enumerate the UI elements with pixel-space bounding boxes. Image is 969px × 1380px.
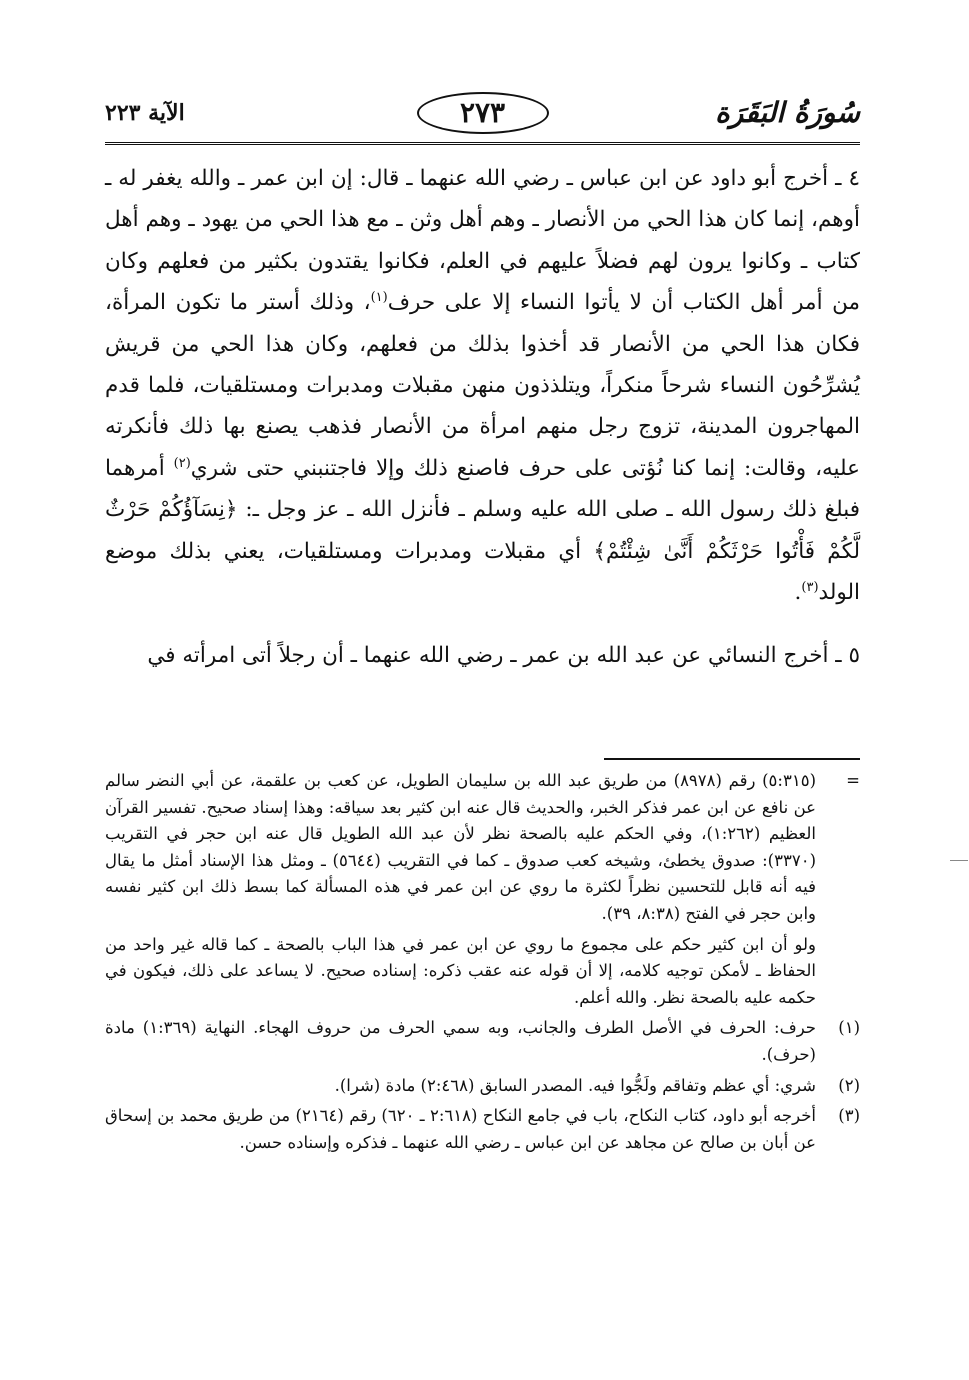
margin-mark — [950, 860, 968, 861]
footnote-ref-3: (٣) — [801, 579, 819, 595]
footnote-3-text: أخرجه أبو داود، كتاب النكاح، باب في جامع النكاح (٢:٦١٨ ـ ٦٢٠) رقم (٢١٦٤) من طريق محمد بن إسحاق عن أبان بن صالح عن مجاهد عن ابن عباس ـ رضي الله عنهما ـ فذكره وإسناده حسن. — [105, 1106, 817, 1152]
paragraph-4-part-2: ، وذلك أستر ما تكون المرأة، فكان هذا الحي من الأنصار قد أخذوا بذلك من فعلهم، وكان هذا الحي من قريش يُشرِّحُون النساء شرحاً منكراً، ويتلذذون منهن مقبلات ومدبرات ومستلقيات، فلما قدم المهاجرون المدينة، تزوج رجل منهم امرأة من الأنصار فذهب يصنع بها ذلك فأنكرته عليه، وقالت: إنما كنا نُؤتى على حرف فاصنع ذلك وإلا فاجتنبني حتى شري — [105, 290, 860, 481]
footnote-continuation — [105, 768, 860, 928]
paragraph-5: ٥ ـ أخرج النسائي عن عبد الله بن عمر ـ رضي الله عنهما ـ أن رجلاً أتى امرأته في — [147, 643, 860, 669]
footnote-1-mark: (١) — [838, 1018, 860, 1038]
continuation-mark: = — [846, 771, 860, 790]
continuation-text-2: ولو أن ابن كثير حكم على مجموع ما روي عن ابن عمر في هذا الباب بالصحة ـ كما قاله غير واحد من الحفاظ ـ لأمكن توجيه كلامه، إلا أن قوله عنه عقب ذكره: إسناده صحيح. لا يساعد على ذلك، فيكون في حكمه عليه بالصحة نظر. والله أعلم. — [105, 934, 816, 1007]
paragraph-4-part-1: ٤ ـ أخرج أبو داود عن ابن عباس ـ رضي الله عنهما ـ قال: إن ابن عمر ـ والله يغفر له ـ أوهم، إنما كان هذا الحي من الأنصار ـ وهم أهل وثن ـ مع هذا الحي من يهود ـ وهم أهل كتاب ـ وكانوا يرون لهم فضلاً عليهم في العلم، فكانوا يقتدون بكثير من فعلهم وكان من أمر أهل الكتاب أن لا يأتوا النساء إلا على حرف — [105, 166, 860, 316]
page-header — [105, 92, 860, 138]
paragraph-4-part-3: أمرهما فبلغ ذلك رسول الله ـ صلى الله عليه وسلم ـ فأنزل الله ـ عز وجل ـ: ﴿نِسَآؤُكُمْ حَرْثٌ لَّكُمْ فَأْتُوا حَرْثَكُمْ أَنَّىٰ شِئْتُمْ﴾ أي مقبلات ومدبرات ومستلقيات، يعني بذلك موضع الولد — [105, 455, 860, 606]
footnote-1-text: حرف: الحرف في الأصل الطرف والجانب، وبه سمي الحرف من حروف الهجاء. النهاية (١:٣٦٩) مادة (حرف). — [105, 1018, 816, 1064]
footnote-1 — [105, 1015, 860, 1068]
footnote-3-mark: (٣) — [838, 1106, 860, 1126]
paragraph-4-end: . — [794, 580, 802, 606]
paragraph-4 — [105, 158, 860, 613]
footnote-2 — [105, 1073, 860, 1100]
footnote-2-text: شري: أي عظم وتفاقم ولَجُّوا فيه. المصدر السابق (٢:٤٦٨) مادة (شرا). — [334, 1075, 816, 1095]
main-text — [105, 158, 860, 677]
footnote-2-mark: (٢) — [838, 1075, 860, 1095]
page-number: ٢٧٣ — [417, 92, 549, 134]
footnote-3 — [105, 1103, 860, 1156]
footnote-ref-1: (١) — [370, 290, 388, 306]
header-rule — [105, 142, 860, 145]
surah-title: سُورَةُ البَقَرَة — [715, 96, 860, 129]
continuation-text: (٥:٣١٥) رقم (٨٩٧٨) من طريق عبد الله بن سليمان الطويل، عن كعب بن علقمة، عن أبي النضر سالم عن نافع عن ابن عمر فذكر الخبر، والحديث قال عنه ابن كثير بعد سياقه: وهذا إسناد صحيح. تفسير القرآن العظيم (١:٢٦٢)، وفي الحكم عليه بالصحة نظر لأن عبد الله الطويل قال عنه ابن حجر في التقريب (٣٣٧٠): صدوق يخطئ، وشيخه كعب صدوق ـ كما في التقريب (٥٦٤٤) ـ ومثل هذا الإسناد أمثل ما يقال فيه أنه قابل للتحسين نظراً لكثرة ما روي عن ابن عمر في هذه المسألة كما بسط ذلك ابن كثير نفسه وابن حجر في الفتح (٨:٣٨، ٣٩). — [105, 771, 817, 923]
ayah-label: الآية ٢٢٣ — [105, 100, 185, 126]
footnote-rule — [604, 758, 860, 760]
footnotes — [105, 768, 860, 1160]
footnote-ref-2: (٢) — [173, 455, 191, 471]
